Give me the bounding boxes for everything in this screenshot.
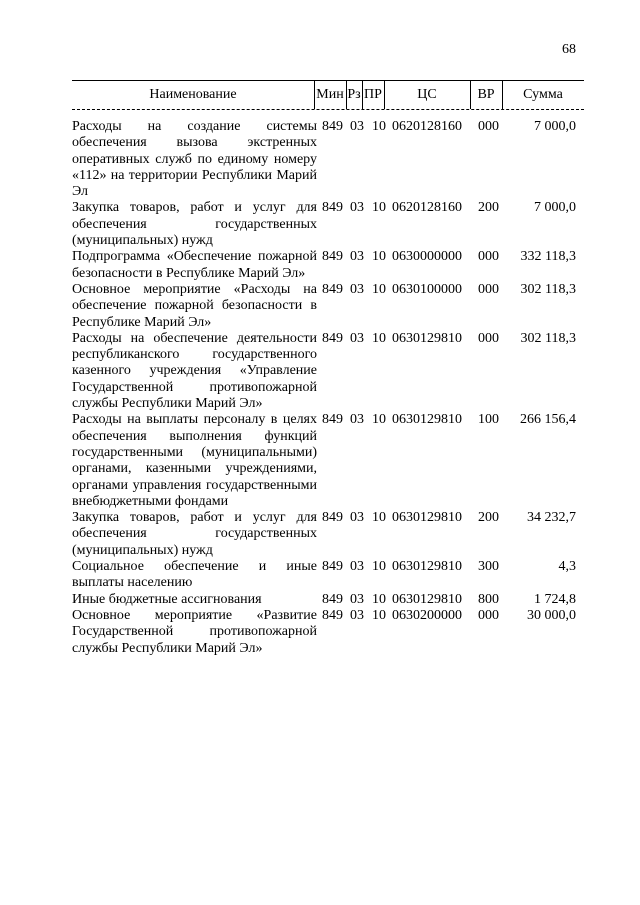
row-cs: 0630129810 [392,591,462,607]
row-name: Закупка товаров, работ и услуг для обеспечения государственных (муниципальных) нужд [72,200,317,249]
header-pr: ПР [362,81,385,109]
row-rz: 03 [350,412,364,428]
row-pr: 10 [372,559,386,575]
row-pr: 10 [372,249,386,265]
row-sum: 302 118,3 [520,330,576,346]
row-vr: 200 [478,200,499,216]
row-vr: 000 [478,330,499,346]
row-cs: 0620128160 [392,119,462,134]
table-row [72,200,584,249]
header-sum: Сумма [523,87,563,102]
table-row [72,331,584,412]
row-vr: 000 [478,119,499,134]
row-cs: 0630000000 [392,249,462,265]
row-cs: 0620128160 [392,200,462,216]
table-row [72,119,584,200]
row-sum: 302 118,3 [520,281,576,297]
row-sum: 34 232,7 [527,510,576,526]
row-sum: 332 118,3 [520,249,576,265]
table-row [72,412,584,510]
table-row [72,559,584,592]
header-min: Мин [314,81,347,109]
row-min: 849 [322,249,343,265]
row-rz: 03 [350,200,364,216]
row-vr: 000 [478,249,499,265]
row-min: 849 [322,200,343,216]
row-vr: 300 [478,559,499,575]
row-sum: 7 000,0 [534,200,576,216]
table-row [72,608,584,657]
row-vr: 800 [478,591,499,607]
header-name: Наименование [72,81,315,109]
row-sum: 4,3 [558,559,576,575]
row-pr: 10 [372,119,386,134]
row-vr: 200 [478,510,499,526]
row-pr: 10 [372,607,386,623]
header-vr: ВР [470,81,503,109]
row-min: 849 [322,412,343,428]
row-vr: 000 [478,607,499,623]
row-rz: 03 [350,330,364,346]
row-name: Закупка товаров, работ и услуг для обеспечения государственных (муниципальных) нужд [72,510,317,558]
row-min: 849 [322,281,343,297]
row-pr: 10 [372,591,386,607]
row-cs: 0630129810 [392,510,462,526]
row-cs: 0630129810 [392,330,462,346]
row-name: Расходы на обеспечение деятельности республиканского государственного казенного учреждения «Управление Государственной противопожарной службы Республики Марий Эл» [72,330,317,412]
row-name: Основное мероприятие «Расходы на обеспечение пожарной безопасности в Республике Марий Эл» [72,281,317,330]
row-name: Социальное обеспечение и иные выплаты населению [72,559,317,591]
row-min: 849 [322,119,343,134]
row-rz: 03 [350,510,364,526]
table-row [72,249,584,282]
row-sum: 30 000,0 [527,607,576,623]
row-min: 849 [322,330,343,346]
row-pr: 10 [372,281,386,297]
row-min: 849 [322,559,343,575]
header-rz: Рз [346,81,363,109]
row-pr: 10 [372,330,386,346]
row-rz: 03 [350,281,364,297]
row-rz: 03 [350,559,364,575]
row-pr: 10 [372,510,386,526]
table-body [72,119,584,657]
table-header [72,80,584,110]
row-cs: 0630200000 [392,607,462,623]
row-pr: 10 [372,200,386,216]
row-rz: 03 [350,591,364,607]
row-name: Расходы на выплаты персоналу в целях обеспечения выполнения функций государственными (муниципальными) органами, казенными учреждениями, органами управления государственными внебюджетными фондами [72,412,317,509]
row-rz: 03 [350,607,364,623]
row-vr: 000 [478,281,499,297]
row-rz: 03 [350,119,364,134]
header-cs: ЦС [384,81,471,109]
page-number: 68 [562,42,576,57]
row-name: Подпрограмма «Обеспечение пожарной безопасности в Республике Марий Эл» [72,249,317,281]
row-min: 849 [322,607,343,623]
row-name: Расходы на создание системы обеспечения вызова экстренных оперативных служб по единому номеру «112» на территории Республики Марий Эл [72,119,317,200]
table-row [72,510,584,559]
row-rz: 03 [350,249,364,265]
table-row [72,592,584,608]
table-row [72,282,584,331]
row-min: 849 [322,591,343,607]
row-cs: 0630100000 [392,281,462,297]
row-sum: 266 156,4 [520,412,576,428]
row-pr: 10 [372,412,386,428]
row-sum: 7 000,0 [534,119,576,134]
row-vr: 100 [478,412,499,428]
row-name: Основное мероприятие «Развитие Государственной противопожарной службы Республики Марий Эл» [72,607,317,656]
row-min: 849 [322,510,343,526]
row-sum: 1 724,8 [534,591,576,607]
row-cs: 0630129810 [392,412,462,428]
row-name: Иные бюджетные ассигнования [72,591,262,607]
row-cs: 0630129810 [392,559,462,575]
